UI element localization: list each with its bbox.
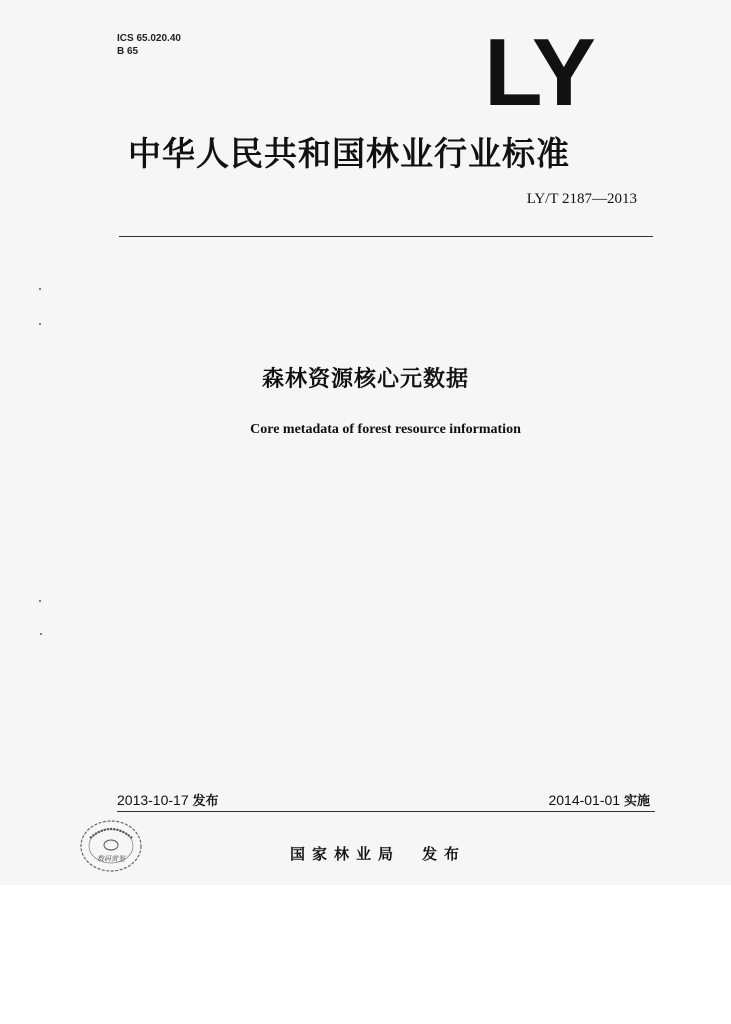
seal-stamp-icon [78,818,144,874]
scan-speck [39,288,41,290]
scan-speck [39,323,41,325]
ly-logo: LY [484,19,594,126]
classification-codes [117,32,181,58]
industry-standard-heading: 中华人民共和国林业行业标准 [128,134,570,173]
issue-label: 发布 [192,794,219,809]
standard-number: LY/T 2187—2013 [526,191,637,207]
issue-date: 2013-10-17 [117,792,189,808]
scan-speck [40,633,42,635]
document-title-english: Core metadata of forest resource information [250,422,521,437]
svg-text:数码赏鉴: 数码赏鉴 [97,855,125,863]
implement-label: 实施 [623,794,650,809]
footer-divider [117,811,655,812]
implement-date-line [548,790,650,809]
publisher-name: 国家林业局 [290,845,401,863]
ics-code: ICS 65.020.40 [117,33,181,44]
document-title-chinese: 森林资源核心元数据 [261,367,469,392]
implement-date: 2014-01-01 [548,792,621,808]
ccs-code: B 65 [117,46,139,57]
issue-date-line [117,790,219,809]
header-divider [119,236,653,237]
scan-speck [39,600,41,602]
publisher-line [290,843,466,864]
publisher-verb: 发布 [422,845,467,863]
